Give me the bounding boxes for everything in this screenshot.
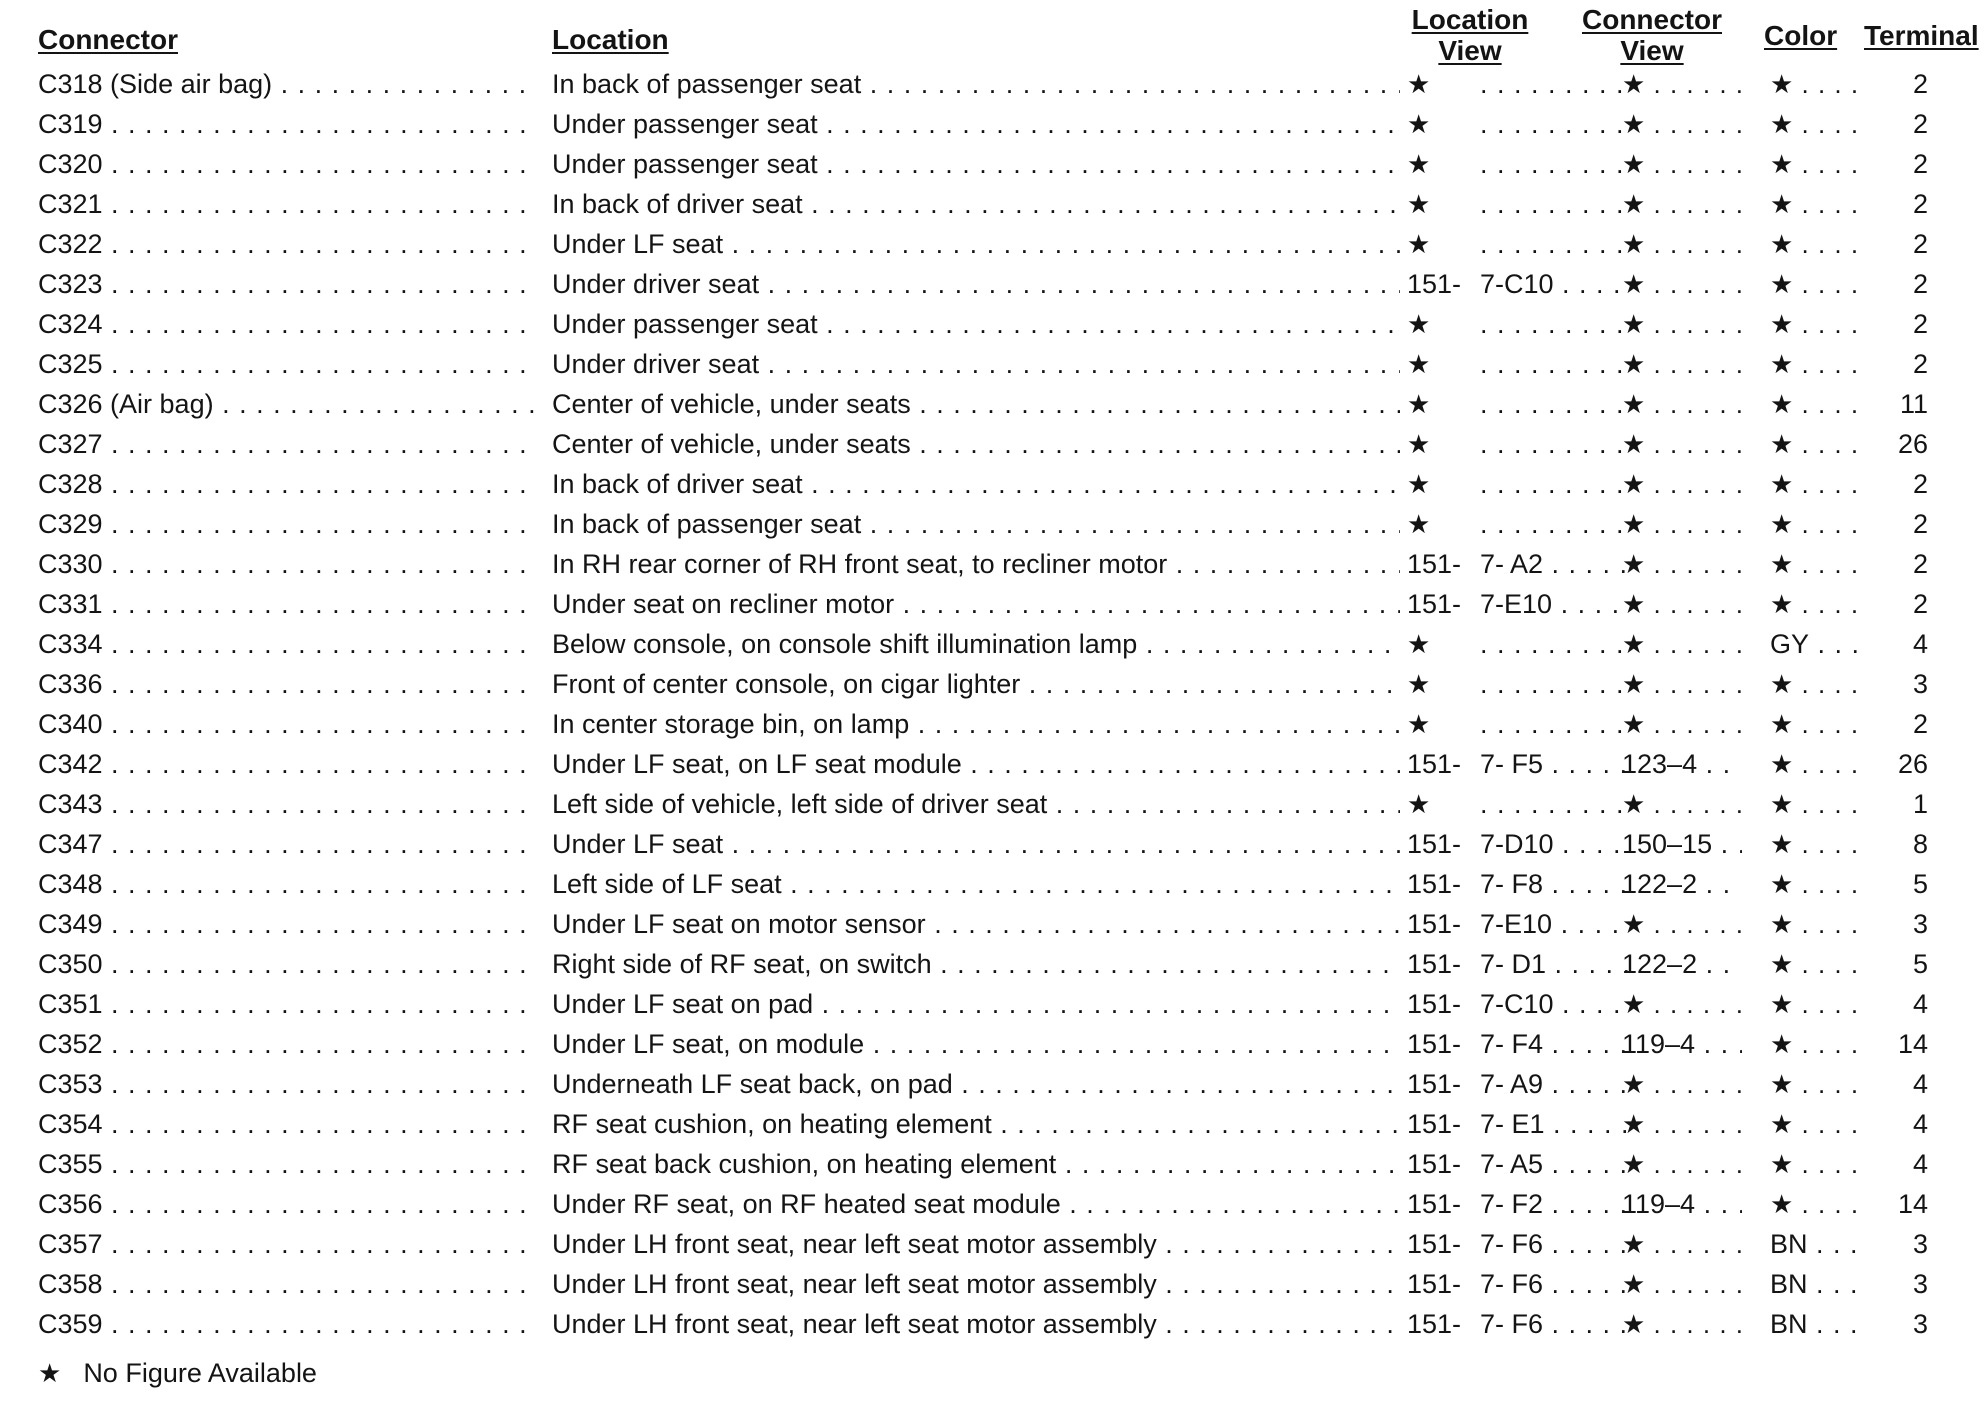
location-view-page-cell: ★ <box>1407 349 1431 379</box>
table-row <box>0 1184 1988 1224</box>
location-cell: Under passenger seat . . . <box>552 104 1400 144</box>
connector-cell: C342 . . . <box>38 744 536 784</box>
connector-cell: C352 . . . <box>38 1024 536 1064</box>
connector-view-cell: ★ . . . <box>1622 624 1742 664</box>
location-view-grid-cell: 7-E10 . . . <box>1480 584 1630 624</box>
terminal-cell: 4 <box>1912 1069 1928 1099</box>
connector-cell: C353 . . . <box>38 1064 536 1104</box>
header-connector-view <box>1572 4 1732 66</box>
location-view-grid-cell <box>1480 784 1630 824</box>
color-cell: ★ . . . <box>1770 424 1858 464</box>
connector-cell: C323 . . . <box>38 264 536 304</box>
header-connector-view-line2: View <box>1620 35 1684 66</box>
header-connector-view-line1: Connector <box>1582 4 1722 35</box>
location-cell: Front of center console, on cigar lighter . . . <box>552 664 1400 704</box>
location-view-page-cell: ★ <box>1407 109 1431 139</box>
color-cell: ★ . . . <box>1770 904 1858 944</box>
color-cell: ★ . . . <box>1770 1144 1858 1184</box>
color-cell: ★ . . . <box>1770 824 1858 864</box>
terminal-cell: 4 <box>1912 629 1928 659</box>
table-row <box>0 144 1988 184</box>
color-cell: BN . . . <box>1770 1304 1858 1344</box>
table-row <box>0 904 1988 944</box>
location-view-grid-cell: 7- D1 . . . <box>1480 944 1630 984</box>
connector-view-cell: 122–2 . . . <box>1622 944 1742 984</box>
color-cell: ★ . . . <box>1770 944 1858 984</box>
location-view-grid-cell: 7-C10 . . . <box>1480 984 1630 1024</box>
color-cell: ★ . . . <box>1770 344 1858 384</box>
connector-cell: C354 . . . <box>38 1104 536 1144</box>
connector-view-cell: ★ . . . <box>1622 144 1742 184</box>
table-row <box>0 104 1988 144</box>
table-row <box>0 344 1988 384</box>
location-view-grid-cell <box>1480 624 1630 664</box>
location-view-page-cell: 151- <box>1407 749 1462 779</box>
connector-view-cell: ★ . . . <box>1622 304 1742 344</box>
connector-view-cell: ★ . . . <box>1622 664 1742 704</box>
location-view-page-cell: 151- <box>1407 909 1462 939</box>
connector-view-cell: ★ . . . <box>1622 1304 1742 1344</box>
table-row <box>0 1304 1988 1344</box>
connector-view-cell: ★ . . . <box>1622 584 1742 624</box>
location-view-grid-cell: 7- E1 . . . <box>1480 1104 1630 1144</box>
location-view-page-cell: 151- <box>1407 549 1462 579</box>
location-view-grid-cell <box>1480 504 1630 544</box>
connector-cell: C321 . . . <box>38 184 536 224</box>
location-cell: RF seat back cushion, on heating element . . . <box>552 1144 1400 1184</box>
location-view-grid-cell: 7- F8 . . . <box>1480 864 1630 904</box>
location-view-grid-cell: 7- F4 . . . <box>1480 1024 1630 1064</box>
location-view-grid-cell <box>1480 104 1630 144</box>
location-cell: Under LF seat . . . <box>552 224 1400 264</box>
connector-cell: C349 . . . <box>38 904 536 944</box>
connector-cell: C322 . . . <box>38 224 536 264</box>
location-view-grid-cell <box>1480 224 1630 264</box>
location-view-grid-cell: 7- F5 . . . <box>1480 744 1630 784</box>
color-cell: ★ . . . <box>1770 744 1858 784</box>
connector-view-cell: ★ . . . <box>1622 424 1742 464</box>
header-location-view <box>1400 4 1540 66</box>
location-view-grid-cell <box>1480 704 1630 744</box>
location-cell: Center of vehicle, under seats . . . <box>552 424 1400 464</box>
connector-view-cell: ★ . . . <box>1622 544 1742 584</box>
connector-view-cell: 123–4 . . . <box>1622 744 1742 784</box>
terminal-cell: 1 <box>1912 789 1928 819</box>
connector-view-cell: ★ . . . <box>1622 64 1742 104</box>
color-cell: ★ . . . <box>1770 784 1858 824</box>
location-view-page-cell: 151- <box>1407 1109 1462 1139</box>
terminal-cell: 3 <box>1912 1309 1928 1339</box>
location-view-page-cell: 151- <box>1407 1269 1462 1299</box>
connector-cell: C359 . . . <box>38 1304 536 1344</box>
location-view-page-cell: 151- <box>1407 989 1462 1019</box>
location-view-page-cell: 151- <box>1407 1189 1462 1219</box>
color-cell: ★ . . . <box>1770 184 1858 224</box>
terminal-cell: 14 <box>1897 1189 1928 1219</box>
connector-cell: C329 . . . <box>38 504 536 544</box>
terminal-cell: 4 <box>1912 1109 1928 1139</box>
terminal-cell: 8 <box>1912 829 1928 859</box>
location-view-grid-cell <box>1480 384 1630 424</box>
location-view-page-cell: ★ <box>1407 189 1431 219</box>
star-icon: ★ <box>38 1358 62 1388</box>
terminal-cell: 5 <box>1912 949 1928 979</box>
location-view-grid-cell: 7- A9 . . . <box>1480 1064 1630 1104</box>
connector-view-cell: ★ . . . <box>1622 384 1742 424</box>
location-view-grid-cell: 7- F2 . . . <box>1480 1184 1630 1224</box>
terminal-cell: 4 <box>1912 1149 1928 1179</box>
location-view-page-cell: 151- <box>1407 589 1462 619</box>
terminal-cell: 2 <box>1912 549 1928 579</box>
table-row <box>0 984 1988 1024</box>
header-location-view-line1: Location <box>1411 4 1529 35</box>
terminal-cell: 4 <box>1912 989 1928 1019</box>
connector-cell: C325 . . . <box>38 344 536 384</box>
terminal-cell: 14 <box>1897 1029 1928 1059</box>
location-view-page-cell: ★ <box>1407 629 1431 659</box>
location-view-page-cell: 151- <box>1407 269 1462 299</box>
terminal-cell: 2 <box>1912 589 1928 619</box>
location-cell: Center of vehicle, under seats . . . <box>552 384 1400 424</box>
terminal-cell: 26 <box>1897 429 1928 459</box>
connector-cell: C327 . . . <box>38 424 536 464</box>
location-view-grid-cell: 7-D10 . . . <box>1480 824 1630 864</box>
terminal-cell: 26 <box>1897 749 1928 779</box>
connector-cell: C350 . . . <box>38 944 536 984</box>
location-cell: Under LF seat, on LF seat module . . . <box>552 744 1400 784</box>
connector-cell: C351 . . . <box>38 984 536 1024</box>
color-cell: ★ . . . <box>1770 984 1858 1024</box>
terminal-cell: 11 <box>1899 389 1928 419</box>
connector-cell: C326 (Air bag) . . . <box>38 384 536 424</box>
connector-cell: C330 . . . <box>38 544 536 584</box>
location-view-grid-cell: 7- A2 . . . <box>1480 544 1630 584</box>
location-cell: Under LF seat, on module . . . <box>552 1024 1400 1064</box>
location-view-page-cell: 151- <box>1407 1309 1462 1339</box>
table-row <box>0 624 1988 664</box>
table-row <box>0 824 1988 864</box>
location-view-page-cell: 151- <box>1407 1229 1462 1259</box>
table-row <box>0 1064 1988 1104</box>
location-view-page-cell: 151- <box>1407 1069 1462 1099</box>
connector-view-cell: 122–2 . . . <box>1622 864 1742 904</box>
footnote-text: No Figure Available <box>83 1358 317 1388</box>
location-cell: Left side of vehicle, left side of driver seat . . . <box>552 784 1400 824</box>
connector-cell: C356 . . . <box>38 1184 536 1224</box>
terminal-cell: 2 <box>1912 269 1928 299</box>
connector-view-cell: ★ . . . <box>1622 1144 1742 1184</box>
terminal-cell: 2 <box>1912 69 1928 99</box>
connector-cell: C355 . . . <box>38 1144 536 1184</box>
connector-cell: C331 . . . <box>38 584 536 624</box>
location-view-grid-cell <box>1480 424 1630 464</box>
location-view-page-cell: 151- <box>1407 949 1462 979</box>
header-terminal: Terminal <box>1864 20 1979 51</box>
connector-view-cell: ★ . . . <box>1622 184 1742 224</box>
table-row <box>0 264 1988 304</box>
location-view-page-cell: ★ <box>1407 229 1431 259</box>
footnote <box>38 1353 317 1393</box>
location-view-grid-cell <box>1480 184 1630 224</box>
table-row <box>0 744 1988 784</box>
connector-view-cell: ★ . . . <box>1622 904 1742 944</box>
location-view-page-cell: 151- <box>1407 1149 1462 1179</box>
location-view-grid-cell: 7-C10 . . . <box>1480 264 1630 304</box>
terminal-cell: 3 <box>1912 669 1928 699</box>
table-row <box>0 1224 1988 1264</box>
location-cell: In back of passenger seat . . . <box>552 504 1400 544</box>
table-row <box>0 664 1988 704</box>
location-cell: Under seat on recliner motor . . . <box>552 584 1400 624</box>
location-cell: Under LH front seat, near left seat motor assembly . . . <box>552 1264 1400 1304</box>
table-row <box>0 1104 1988 1144</box>
location-view-grid-cell <box>1480 304 1630 344</box>
location-cell: In back of passenger seat . . . <box>552 64 1400 104</box>
connector-view-cell: ★ . . . <box>1622 504 1742 544</box>
color-cell: ★ . . . <box>1770 264 1858 304</box>
table-row <box>0 304 1988 344</box>
location-view-grid-cell: 7- F6 . . . <box>1480 1304 1630 1344</box>
table-row <box>0 384 1988 424</box>
connector-view-cell: ★ . . . <box>1622 1064 1742 1104</box>
table-row <box>0 424 1988 464</box>
table-row <box>0 224 1988 264</box>
location-cell: In RH rear corner of RH front seat, to recliner motor . . . <box>552 544 1400 584</box>
location-view-grid-cell <box>1480 464 1630 504</box>
location-cell: Under LF seat on motor sensor . . . <box>552 904 1400 944</box>
table-row <box>0 184 1988 224</box>
table-row <box>0 1144 1988 1184</box>
location-view-page-cell: ★ <box>1407 309 1431 339</box>
table-row <box>0 584 1988 624</box>
terminal-cell: 3 <box>1912 909 1928 939</box>
table-row <box>0 504 1988 544</box>
table-row <box>0 784 1988 824</box>
location-cell: Underneath LF seat back, on pad . . . <box>552 1064 1400 1104</box>
connector-view-cell: ★ . . . <box>1622 1264 1742 1304</box>
location-cell: Under LF seat . . . <box>552 824 1400 864</box>
color-cell: ★ . . . <box>1770 144 1858 184</box>
table-row <box>0 64 1988 104</box>
connector-cell: C348 . . . <box>38 864 536 904</box>
table-row <box>0 944 1988 984</box>
connector-view-cell: ★ . . . <box>1622 1104 1742 1144</box>
location-view-grid-cell: 7- F6 . . . <box>1480 1264 1630 1304</box>
terminal-cell: 2 <box>1912 349 1928 379</box>
connector-cell: C328 . . . <box>38 464 536 504</box>
terminal-cell: 2 <box>1912 709 1928 739</box>
location-cell: Below console, on console shift illumination lamp . . . <box>552 624 1400 664</box>
connector-view-cell: ★ . . . <box>1622 104 1742 144</box>
connector-cell: C347 . . . <box>38 824 536 864</box>
connector-cell: C357 . . . <box>38 1224 536 1264</box>
table-row <box>0 1024 1988 1064</box>
location-cell: Under passenger seat . . . <box>552 144 1400 184</box>
location-view-page-cell: ★ <box>1407 429 1431 459</box>
connector-cell: C340 . . . <box>38 704 536 744</box>
connector-cell: C343 . . . <box>38 784 536 824</box>
location-view-grid-cell: 7-E10 . . . <box>1480 904 1630 944</box>
location-cell: Under LH front seat, near left seat motor assembly . . . <box>552 1224 1400 1264</box>
color-cell: ★ . . . <box>1770 1024 1858 1064</box>
color-cell: ★ . . . <box>1770 224 1858 264</box>
connector-cell: C358 . . . <box>38 1264 536 1304</box>
location-cell: Left side of LF seat . . . <box>552 864 1400 904</box>
connector-view-cell: ★ . . . <box>1622 224 1742 264</box>
color-cell: ★ . . . <box>1770 1104 1858 1144</box>
header-location-view-line2: View <box>1438 35 1502 66</box>
terminal-cell: 2 <box>1912 149 1928 179</box>
location-view-page-cell: ★ <box>1407 149 1431 179</box>
location-cell: Under LF seat on pad . . . <box>552 984 1400 1024</box>
location-view-page-cell: 151- <box>1407 829 1462 859</box>
table-row <box>0 464 1988 504</box>
location-view-page-cell: ★ <box>1407 669 1431 699</box>
color-cell: ★ . . . <box>1770 504 1858 544</box>
color-cell: ★ . . . <box>1770 64 1858 104</box>
terminal-cell: 2 <box>1912 229 1928 259</box>
connector-view-cell: ★ . . . <box>1622 704 1742 744</box>
location-view-page-cell: ★ <box>1407 69 1431 99</box>
location-cell: In back of driver seat . . . <box>552 184 1400 224</box>
connector-cell: C318 (Side air bag) . . . <box>38 64 536 104</box>
location-cell: Right side of RF seat, on switch . . . <box>552 944 1400 984</box>
color-cell: ★ . . . <box>1770 104 1858 144</box>
location-view-grid-cell <box>1480 344 1630 384</box>
location-view-grid-cell <box>1480 64 1630 104</box>
location-cell: In back of driver seat . . . <box>552 464 1400 504</box>
color-cell: ★ . . . <box>1770 544 1858 584</box>
color-cell: GY . . . <box>1770 624 1858 664</box>
connector-cell: C324 . . . <box>38 304 536 344</box>
terminal-cell: 3 <box>1912 1269 1928 1299</box>
terminal-cell: 2 <box>1912 309 1928 339</box>
location-view-page-cell: ★ <box>1407 789 1431 819</box>
color-cell: ★ . . . <box>1770 384 1858 424</box>
header-connector: Connector <box>38 24 178 55</box>
color-cell: ★ . . . <box>1770 864 1858 904</box>
connector-view-cell: ★ . . . <box>1622 784 1742 824</box>
terminal-cell: 2 <box>1912 469 1928 499</box>
table-row <box>0 864 1988 904</box>
location-cell: RF seat cushion, on heating element . . . <box>552 1104 1400 1144</box>
color-cell: ★ . . . <box>1770 1184 1858 1224</box>
header-location: Location <box>552 24 669 55</box>
connector-cell: C320 . . . <box>38 144 536 184</box>
connector-view-cell: ★ . . . <box>1622 984 1742 1024</box>
location-view-grid-cell <box>1480 144 1630 184</box>
table-row <box>0 544 1988 584</box>
connector-view-cell: ★ . . . <box>1622 464 1742 504</box>
location-cell: Under RF seat, on RF heated seat module . . . <box>552 1184 1400 1224</box>
color-cell: ★ . . . <box>1770 304 1858 344</box>
location-cell: Under driver seat . . . <box>552 344 1400 384</box>
header-color: Color <box>1764 20 1838 51</box>
location-view-page-cell: 151- <box>1407 869 1462 899</box>
location-cell: Under driver seat . . . <box>552 264 1400 304</box>
location-view-grid-cell: 7- A5 . . . <box>1480 1144 1630 1184</box>
terminal-cell: 5 <box>1912 869 1928 899</box>
connector-view-cell: 150–15 . . . <box>1622 824 1742 864</box>
color-cell: BN . . . <box>1770 1224 1858 1264</box>
connector-view-cell: ★ . . . <box>1622 264 1742 304</box>
location-view-page-cell: ★ <box>1407 469 1431 499</box>
color-cell: ★ . . . <box>1770 584 1858 624</box>
terminal-cell: 2 <box>1912 509 1928 539</box>
connector-cell: C334 . . . <box>38 624 536 664</box>
color-cell: ★ . . . <box>1770 664 1858 704</box>
color-cell: ★ . . . <box>1770 1064 1858 1104</box>
terminal-cell: 2 <box>1912 109 1928 139</box>
terminal-cell: 3 <box>1912 1229 1928 1259</box>
location-view-grid-cell <box>1480 664 1630 704</box>
color-cell: ★ . . . <box>1770 464 1858 504</box>
location-view-page-cell: 151- <box>1407 1029 1462 1059</box>
location-cell: In center storage bin, on lamp . . . <box>552 704 1400 744</box>
location-view-page-cell: ★ <box>1407 709 1431 739</box>
location-view-grid-cell: 7- F6 . . . <box>1480 1224 1630 1264</box>
terminal-cell: 2 <box>1912 189 1928 219</box>
connector-cell: C319 . . . <box>38 104 536 144</box>
color-cell: BN . . . <box>1770 1264 1858 1304</box>
location-view-page-cell: ★ <box>1407 509 1431 539</box>
location-cell: Under passenger seat . . . <box>552 304 1400 344</box>
table-row <box>0 704 1988 744</box>
connector-view-cell: ★ . . . <box>1622 1224 1742 1264</box>
location-view-page-cell: ★ <box>1407 389 1431 419</box>
location-cell: Under LH front seat, near left seat motor assembly . . . <box>552 1304 1400 1344</box>
connector-view-cell: ★ . . . <box>1622 344 1742 384</box>
connector-view-cell: 119–4 . . . <box>1622 1184 1742 1224</box>
table-row <box>0 1264 1988 1304</box>
connector-cell: C336 . . . <box>38 664 536 704</box>
connector-view-cell: 119–4 . . . <box>1622 1024 1742 1064</box>
color-cell: ★ . . . <box>1770 704 1858 744</box>
